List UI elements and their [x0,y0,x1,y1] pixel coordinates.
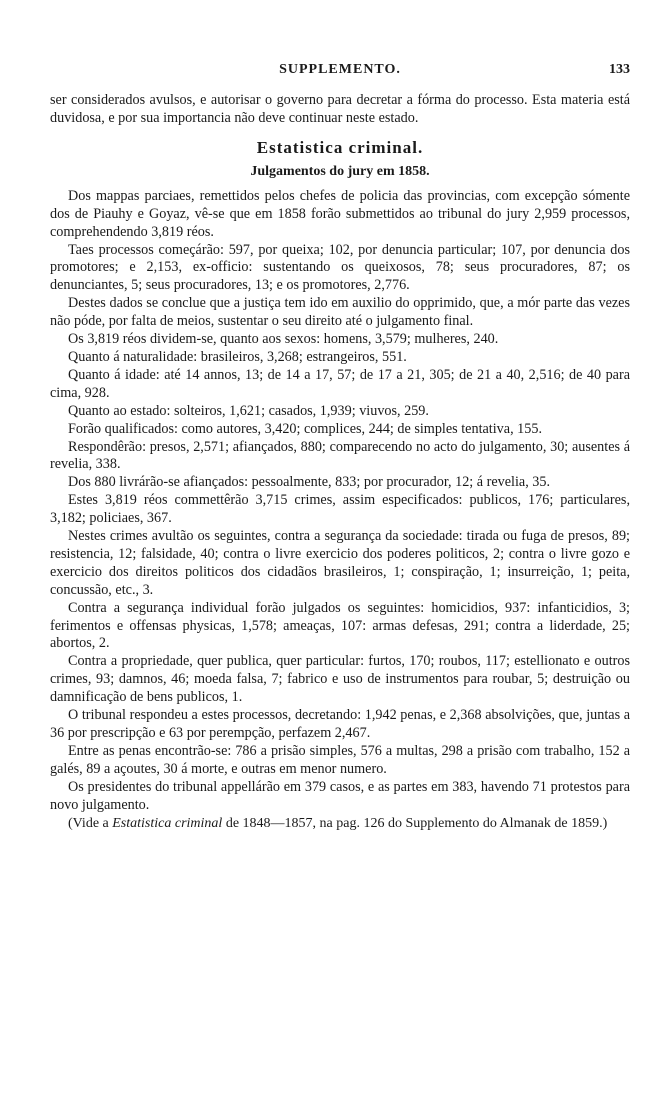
paragraph: Contra a segurança individual forão julgados os seguintes: homicidios, 937: infanticidios, 3; ferimentos e offensas physicas, 1,578; ameaças, 107: armas defesas, 291; contra a liderdade, 25; abortos, 2. [50,599,630,652]
paragraph: Entre as penas encontrão-se: 786 a prisão simples, 576 a multas, 298 a prisão com trabalho, 152 a galés, 89 a açoutes, 30 á morte, e outras em menor numero. [50,742,630,777]
reference-note [50,815,630,833]
paragraph: Quanto ao estado: solteiros, 1,621; casados, 1,939; viuvos, 259. [68,402,429,419]
paragraph: Os 3,819 réos dividem-se, quanto aos sexos: homens, 3,579; mulheres, 240. [68,331,499,348]
section-title: Estatistica criminal. [256,137,424,157]
paragraph: Dos mappas parciaes, remettidos pelos chefes de policia das provincias, com excepção sómente dos de Piauhy e Goyaz, vê-se que em 1858 forão submettidos ao tribunal do jury 2,959 processos, comprehendendo 3,819 réos. [50,187,630,240]
paragraph: O tribunal respondeu a estes processos, decretando: 1,942 penas, e 2,368 absolvições, que, juntas a 36 por prescripção e 63 por perempção, perfazem 2,467. [50,707,630,741]
paragraph: Os presidentes do tribunal appellárão em 379 casos, e as partes em 383, havendo 71 protestos para novo julgamento. [50,778,630,813]
paragraph: Estes 3,819 réos commettêrão 3,715 crimes, assim especificados: publicos, 176; particulares, 3,182; policiaes, 367. [50,492,630,527]
reference-open: (Vide a [68,815,109,831]
page-body [50,92,630,832]
page-header [50,62,630,84]
continuation-paragraph: ser considerados avulsos, e autorisar o governo para decretar a fórma do processo. Esta materia está duvidosa, e por sua importancia não deve continuar neste estado. [50,92,630,126]
reference-title: Estatistica criminal [112,815,223,831]
reference-rest: de 1848—1857, na pag. 126 do Supplemento do Almanak de 1859.) [225,815,608,831]
paragraph: Forão qualificados: como autores, 3,420; complices, 244; de simples tentativa, 155. [68,420,542,437]
page-number: 133 [609,62,630,77]
paragraph: Dos 880 livrárão-se afiançados: pessoalmente, 833; por procurador, 12; á revelia, 35. [68,474,551,491]
subsection-title: Julgamentos do jury em 1858. [250,163,430,179]
paragraph: Contra a propriedade, quer publica, quer particular: furtos, 170; roubos, 117; estellionato e outros crimes, 93; damnos, 46; moeda falsa, 7; fabrico e uso de instrumentos para roubar, 5; destruição ou damnificação de bens publicos, 1. [50,653,630,706]
paragraph: Quanto á idade: até 14 annos, 13; de 14 a 17, 57; de 17 a 21, 305; de 21 a 40, 2,516; de 40 para cima, 928. [50,366,630,401]
paragraph: Taes processos começárão: 597, por queixa; 102, por denuncia particular; 107, por denuncia dos promotores; e 2,153, ex-officio: sustentando os queixosos, 78; seus procuradores, 87; os denunciantes, 5; seus procuradores, 13; e os promotores, 2,776. [50,241,630,294]
running-title: SUPPLEMENTO. [279,62,401,77]
paragraph: Quanto á naturalidade: brasileiros, 3,268; estrangeiros, 551. [68,348,407,365]
paragraph: Destes dados se conclue que a justiça tem ido em auxilio do opprimido, que, a mór parte das vezes não póde, por falta de meios, sustentar o seu direito até o julgamento final. [50,295,630,330]
paragraph: Respondêrão: presos, 2,571; afiançados, 880; comparecendo no acto do julgamento, 30; ausentes á revelia, 338. [50,438,630,473]
paragraph: Nestes crimes avultão os seguintes, contra a segurança da sociedade: tirada ou fuga de presos, 89; resistencia, 12; falsidade, 40; contra o livre exercicio dos poderes politicos, 2; contra o livre gozo e exercicio dos direitos politicos dos cidadãos brasileiros, 1; conspiração, 1; insurreição, 1; peita, concussão, etc., 3. [50,528,630,598]
